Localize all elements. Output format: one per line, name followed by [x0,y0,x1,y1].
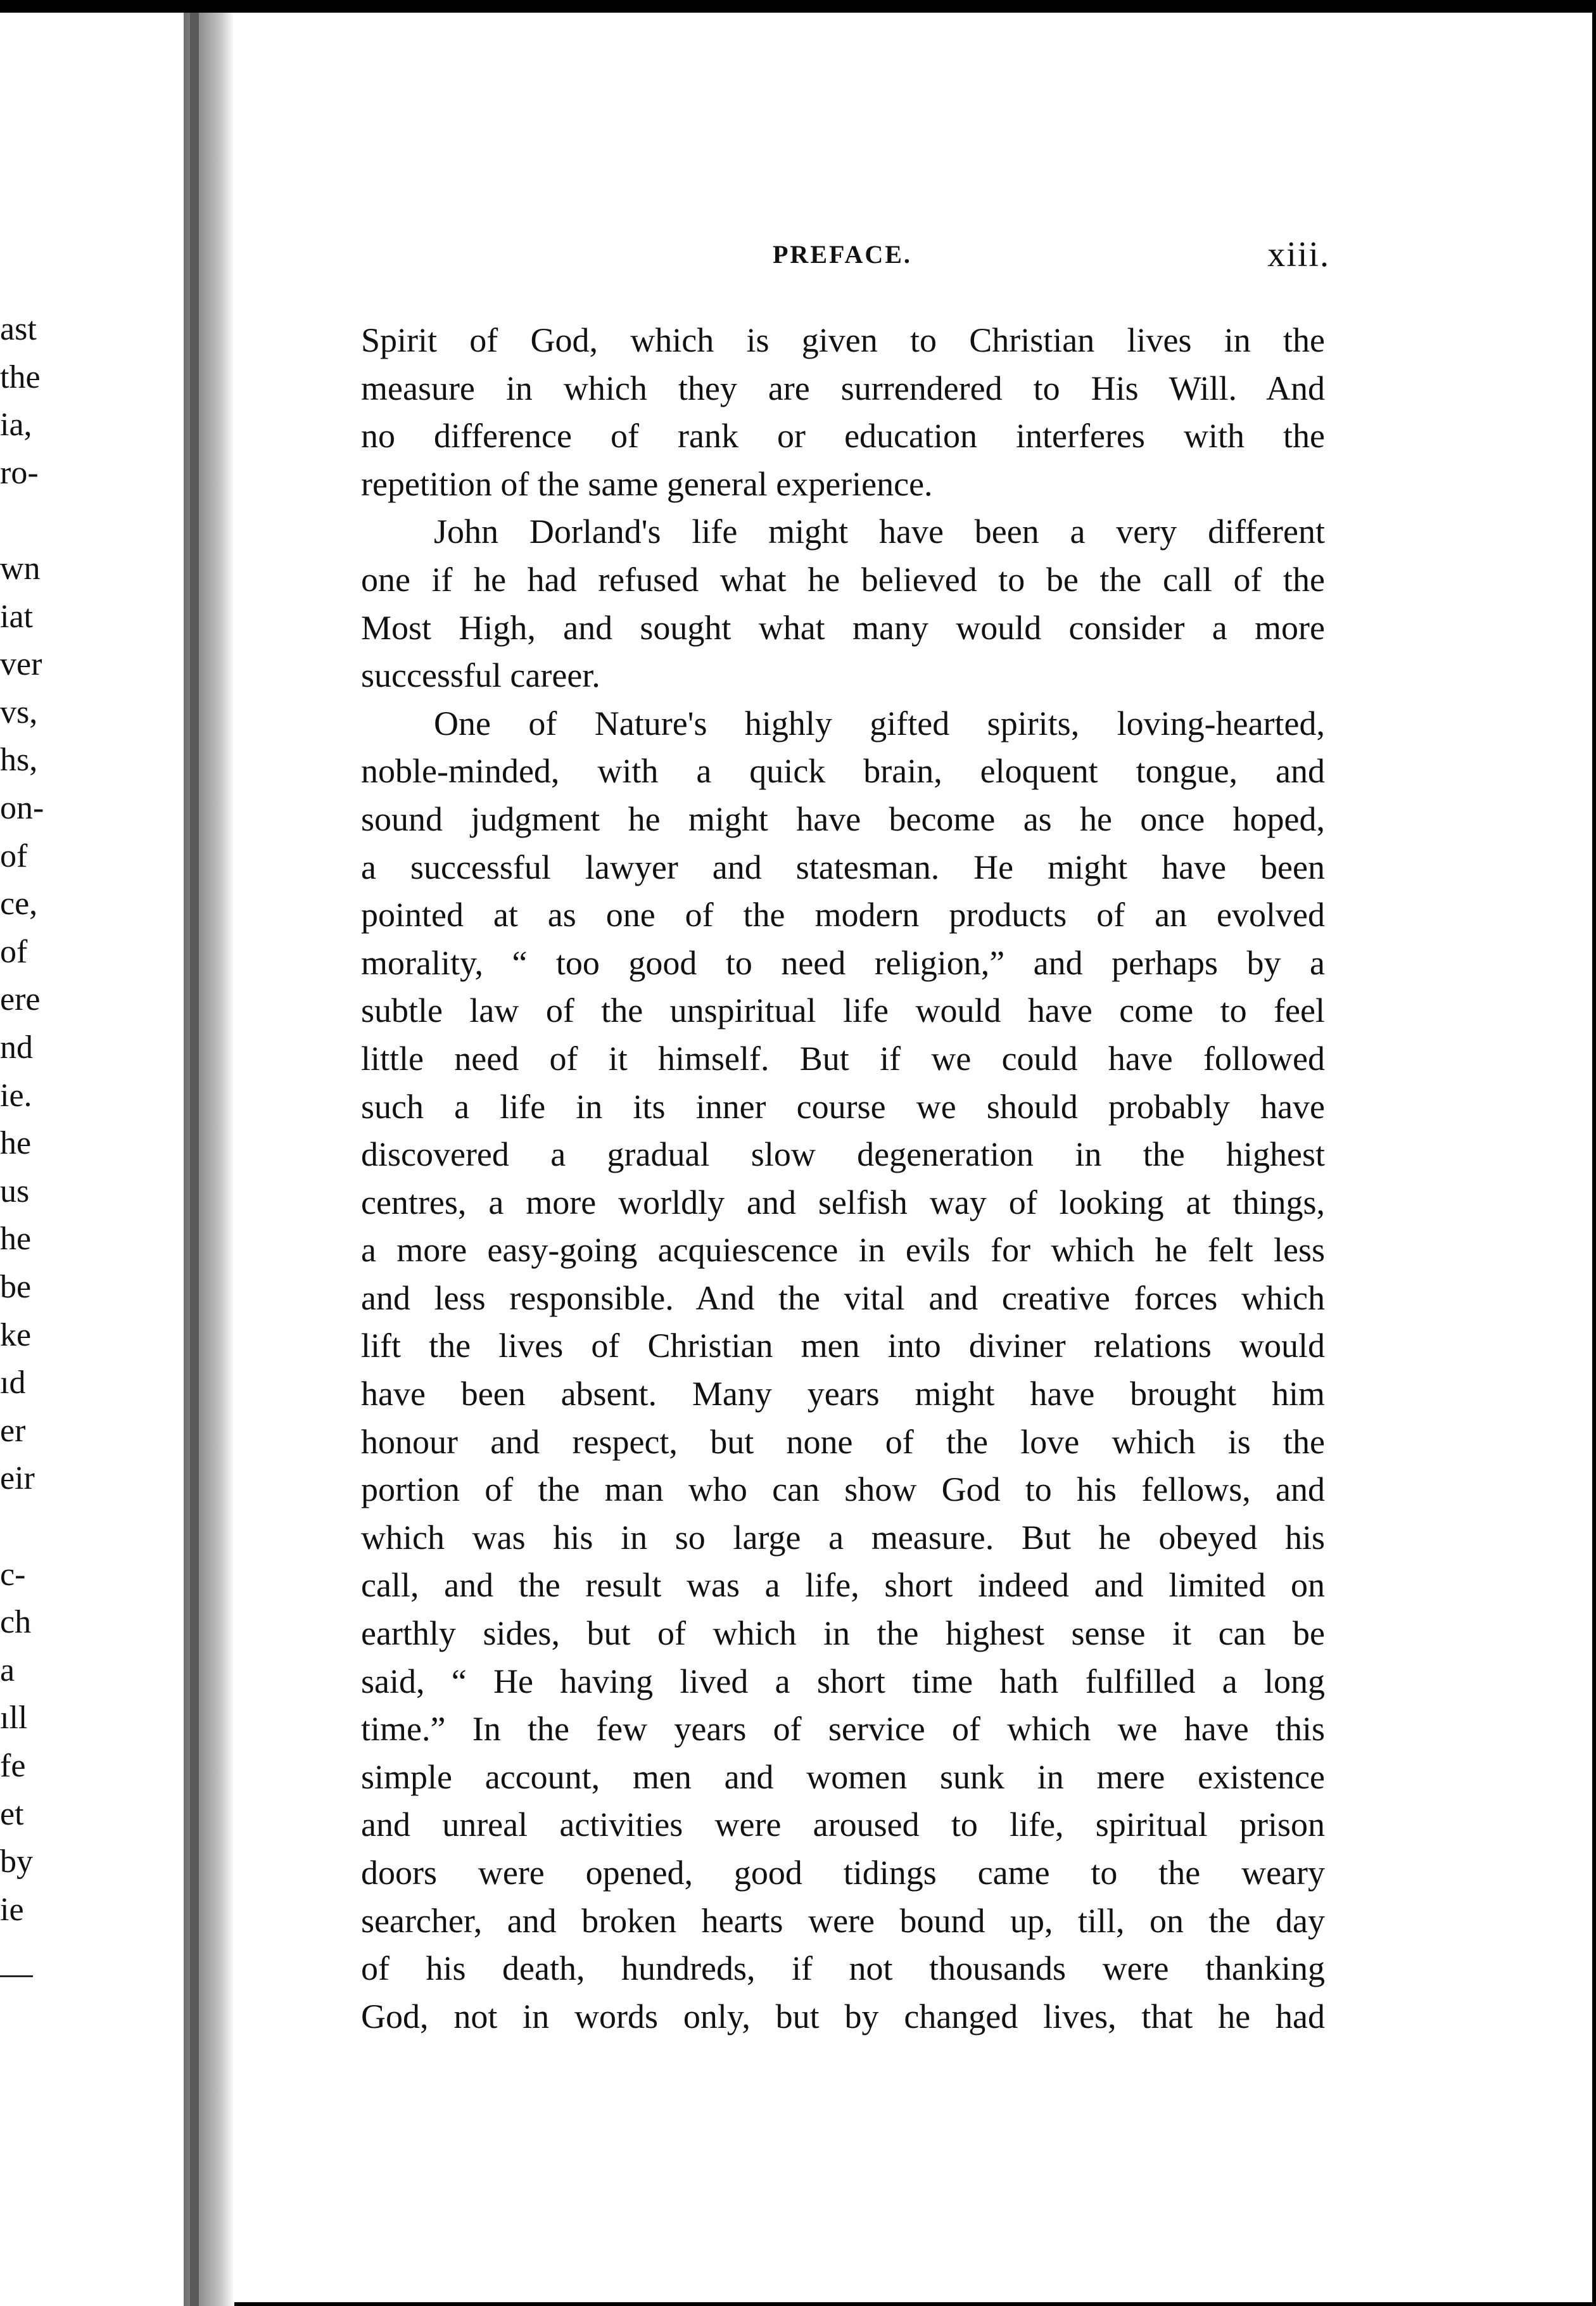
facing-page-fragment: ıll [0,1700,28,1736]
running-head-title: PREFACE. [773,240,912,269]
text-line: one if he had refused what he believed to be the call of the [361,560,1325,599]
facing-page-fragment: wn [0,551,41,587]
facing-page-fragment: be [0,1269,32,1305]
text-line: a successful lawyer and statesman. He might have been [361,848,1325,886]
facing-page-fragment: c- [0,1556,26,1593]
text-line: which was his in so large a measure. But he obeyed his [361,1518,1325,1557]
facing-page-fragment: er [0,1412,26,1449]
text-line: Most High, and sought what many would consider a more [361,608,1325,647]
facing-page-fragment: ce, [0,886,38,922]
text-line: of his death, hundreds, if not thousands were thanking [361,1949,1325,1988]
body-text [361,317,1325,2041]
text-line: sound judgment he might have become as he once hoped, [361,799,1325,838]
text-line: successful career. [361,656,600,695]
text-line: such a life in its inner course we should probably have [361,1087,1325,1126]
book-gutter [190,13,199,2306]
facing-page-fragment: eir [0,1460,35,1497]
text-line: centres, a more worldly and selfish way of looking at things, [361,1183,1325,1221]
facing-page-fragment: ast [0,311,37,347]
facing-page-fragment: ie [0,1891,24,1928]
facing-page-fragment: ch [0,1604,32,1641]
facing-page-fragment: ıd [0,1365,26,1401]
facing-page-fragment: by [0,1844,33,1880]
facing-page-fragment: fe [0,1748,26,1784]
facing-page-fragment: ke [0,1316,32,1353]
facing-page-fragment: ro- [0,454,39,491]
text-line: One of Nature's highly gifted spirits, loving-hearted, [434,704,1325,742]
text-line: portion of the man who can show God to his fellows, and [361,1470,1325,1509]
facing-page-fragment: hs, [0,742,38,779]
facing-page-fragment: nd [0,1029,33,1066]
text-line: God, not in words only, but by changed lives, that he had [361,1997,1325,2035]
scan-border-right [1592,0,1596,2306]
scan-border-top [0,0,1596,13]
text-line: measure in which they are surrendered to His Will. And [361,369,1325,407]
facing-page-fragment: on- [0,790,44,826]
facing-page-fragment: of [0,838,28,874]
text-line: pointed at as one of the modern products of an evolved [361,896,1325,934]
page-number: xiii. [1267,235,1330,274]
text-line: Spirit of God, which is given to Christian lives in the [361,321,1325,359]
text-line: no difference of rank or education interferes with the [361,417,1325,455]
paragraph [361,508,1325,699]
text-line: and less responsible. And the vital and creative forces which [361,1278,1325,1317]
text-line: earthly sides, but of which in the highest sense it can be [361,1614,1325,1653]
text-line: discovered a gradual slow degeneration in the highest [361,1135,1325,1174]
text-line: honour and respect, but none of the love which is the [361,1422,1325,1461]
text-line: time.” In the few years of service of which we have this [361,1710,1325,1749]
facing-page-fragment: he [0,1221,32,1258]
text-line: call, and the result was a life, short indeed and limited on [361,1566,1325,1605]
running-head [361,234,1330,279]
paragraph [361,700,1325,2041]
facing-page-rule [0,1975,33,1977]
paragraph [361,317,1325,508]
facing-page-fragment: ver [0,646,42,683]
facing-page-fragment: he [0,1125,32,1162]
facing-page-fragment: the [0,359,41,395]
text-line: and unreal activities were aroused to life, spiritual prison [361,1806,1325,1844]
facing-page-fragment: iat [0,598,33,635]
text-line: lift the lives of Christian men into diviner relations would [361,1327,1325,1365]
facing-page-fragment: ie. [0,1077,32,1114]
facing-page-fragment: vs, [0,694,38,730]
text-line: searcher, and broken hearts were bound up, till, on the day [361,1901,1325,1940]
facing-page-edge [0,13,184,2306]
text-line: doors were opened, good tidings came to the weary [361,1854,1325,1892]
text-line: little need of it himself. But if we could have followed [361,1039,1325,1078]
text-line: repetition of the same general experience. [361,464,933,503]
text-line: a more easy-going acquiescence in evils for which he felt less [361,1231,1325,1270]
text-line: John Dorland's life might have been a very different [434,513,1325,551]
text-line: morality, “ too good to need religion,” and perhaps by a [361,943,1325,982]
facing-page-fragment: of [0,933,28,970]
text-line: said, “ He having lived a short time hath fulfilled a long [361,1662,1325,1700]
facing-page-fragment: us [0,1173,30,1209]
scan-border-bottom [0,2302,1596,2306]
facing-page-fragment: a [0,1652,15,1688]
text-line: noble-minded, with a quick brain, eloquent tongue, and [361,752,1325,791]
facing-page-fragment: ere [0,981,41,1018]
facing-page-fragment: ia, [0,407,32,443]
text-line: have been absent. Many years might have brought him [361,1375,1325,1413]
text-line: simple account, men and women sunk in mere existence [361,1757,1325,1796]
facing-page-fragment: et [0,1795,24,1832]
text-line: subtle law of the unspiritual life would have come to feel [361,991,1325,1030]
